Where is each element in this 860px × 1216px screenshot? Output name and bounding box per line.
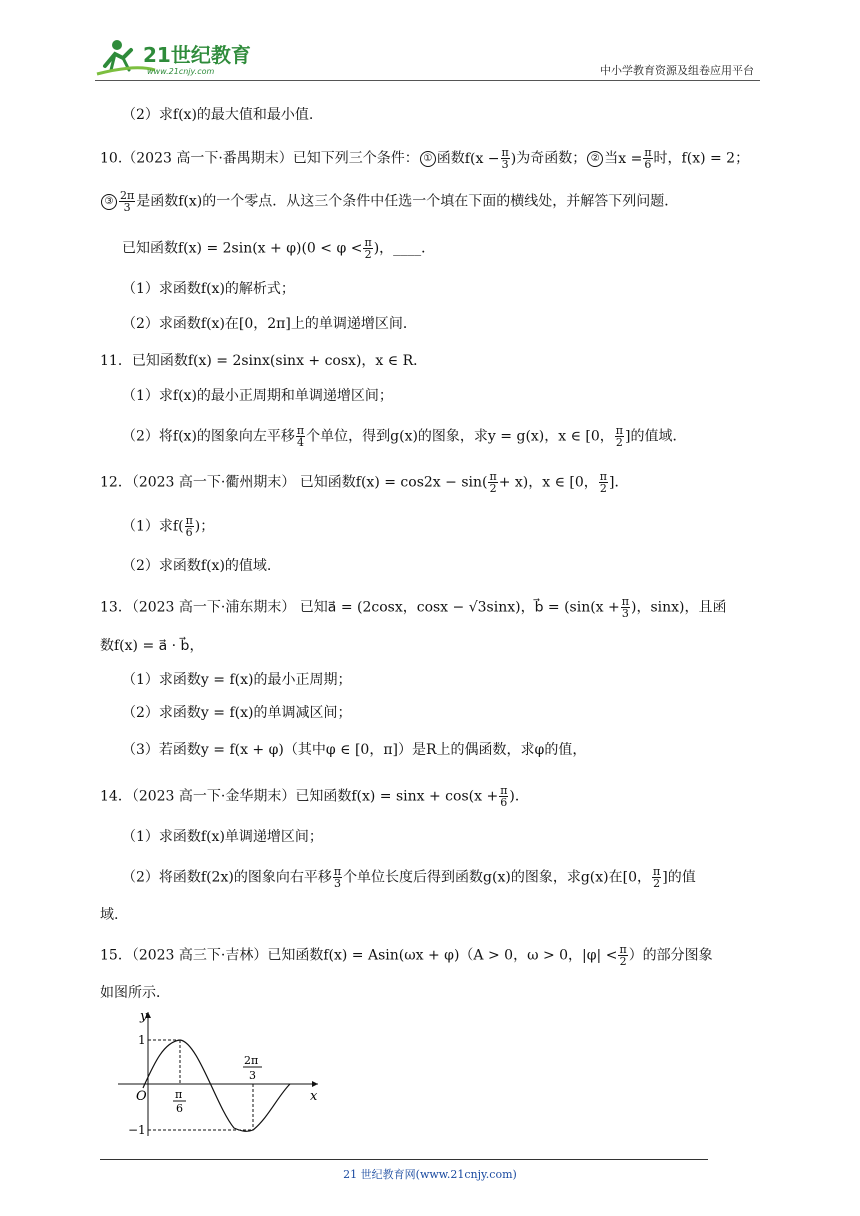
q13-text: )，sinx)，且函 [631, 599, 727, 616]
y-tick-1: 1 [138, 1033, 146, 1047]
x-tick-2pi3-num: 2π [244, 1054, 259, 1067]
q15-text: ）的部分图象 [628, 947, 713, 964]
circle-1: ① [420, 151, 436, 167]
x-tick-pi6-num: π [175, 1088, 183, 1101]
q12-text: ]． [609, 474, 629, 491]
q14-text: 14．（2023 高一下·金华期末）已知函数f(x) = sinx + cos(x + [100, 788, 499, 805]
q10-part1: （1）求函数f(x)的解析式； [122, 281, 295, 297]
origin-label: O [136, 1089, 147, 1104]
q15-text: 15．（2023 高三下·吉林）已知函数f(x) = Asin(ωx + φ)（A > 0，ω > 0，|φ| < [100, 947, 618, 964]
header-divider [95, 80, 760, 81]
q15-stem-line1: 15．（2023 高三下·吉林）已知函数f(x) = Asin(ωx + φ)（A > 0，ω > 0，|φ| < $\frac{\pi}{2}$ ）的部分图象 [100, 943, 713, 968]
q10-blank: )，____． [373, 240, 436, 257]
q10-given: 已知函数f(x) = 2sin(x + φ)(0 < φ < $\frac{\pi}{2}$ )，____． [122, 236, 436, 261]
q10-text: 时，f(x) = 2； [653, 150, 750, 167]
q14-part1: （1）求函数f(x)单调递增区间； [122, 829, 323, 845]
q10-text: 是函数f(x)的一个零点．从这三个条件中任选一个填在下面的横线处，并解答下列问题． [136, 193, 679, 210]
q13-part2: （2）求函数y = f(x)的单调减区间； [122, 705, 352, 721]
q10-stem-line2 [100, 190, 678, 213]
q11-part1: （1）求f(x)的最小正周期和单调递增区间； [122, 388, 393, 404]
q11-text: ]的值域． [625, 428, 687, 445]
y-tick-neg1: −1 [128, 1123, 146, 1137]
x-tick-2pi3-den: 3 [249, 1069, 256, 1082]
circle-2: ② [587, 151, 603, 167]
q12-stem: 12．（2023 高一下·衢州期末） 已知函数f(x) = cos2x − sin( $\frac{\pi}{2}$ + x)，x ∈ [0， $\frac{\pi}{2}$ ]． [100, 470, 629, 495]
q11-text: （2）将f(x)的图象向左平移 [122, 428, 295, 445]
logo-url: www.21cnjy.com [147, 67, 215, 76]
x-tick-pi6-den: 6 [176, 1102, 183, 1115]
q13-stem-line2: 数f(x) = a⃗ · b⃗， [100, 638, 204, 654]
q10-cond1: f(x − $\frac{\pi}{3}$ ) [464, 146, 517, 171]
q11-part2: （2）将f(x)的图象向左平移 $\frac{\pi}{4}$ 个单位，得到g(x)的图象，求y = g(x)，x ∈ [0， $\frac{\pi}{2}$ ]的值域． [122, 424, 687, 449]
q15-stem-line2: 如图所示． [100, 985, 170, 1001]
header-platform-text: 中小学教育资源及组卷应用平台 [600, 64, 754, 77]
q10-function: 已知函数f(x) = 2sin(x + φ)(0 < φ < [122, 240, 363, 257]
q12-text: 12．（2023 高一下·衢州期末） 已知函数f(x) = cos2x − sin( [100, 474, 488, 491]
q14-part2-line2: 域. [100, 907, 119, 923]
footer-text: 21 世纪教育网(www.21cnjy.com) [343, 1168, 517, 1181]
q10-text: 为奇函数； [516, 150, 587, 167]
q12-text: + x)，x ∈ [0， [498, 474, 598, 491]
circle-3: ③ [101, 194, 117, 210]
q14-text: ]的值 [662, 869, 696, 886]
site-logo [95, 36, 265, 78]
q12-text: )； [194, 518, 215, 535]
q14-stem: 14．（2023 高一下·金华期末）已知函数f(x) = sinx + cos(x + $\frac{\pi}{6}$ )． [100, 784, 529, 809]
q11-stem: 11．已知函数f(x) = 2sinx(sinx + cosx)，x ∈ R． [100, 353, 428, 369]
q12-text: （1）求f( [122, 518, 184, 535]
q10-text: 当 [604, 150, 619, 167]
q14-part2: （2）将函数f(2x)的图象向右平移 $\frac{\pi}{3}$ 个单位长度后得到函数g(x)的图象，求g(x)在[0， $\frac{\pi}{2}$ ]的值 [122, 865, 696, 890]
q14-text: （2）将函数f(2x)的图象向右平移 [122, 869, 332, 886]
q12-part2: （2）求函数f(x)的值域. [122, 558, 272, 574]
q10-text: 函数 [436, 150, 465, 167]
q9-part2: （2）求f(x)的最大值和最小值. [122, 107, 314, 123]
q10-source: 10.（2023 高一下·番禺期末）已知下列三个条件： [100, 150, 419, 167]
q13-part1: （1）求函数y = f(x)的最小正周期； [122, 672, 352, 688]
q13-part3: （3）若函数y = f(x + φ)（其中φ ∈ [0，π]）是R上的偶函数，求φ的值， [122, 742, 587, 758]
sine-curve [143, 1040, 290, 1131]
q10-stem-line1 [100, 147, 749, 170]
q14-text: 个单位长度后得到函数g(x)的图象，求g(x)在[0， [343, 869, 651, 886]
sine-graph-figure [118, 1006, 328, 1140]
q13-stem-line1: 13．（2023 高一下·浦东期末） 已知a⃗ = (2cosx，cosx − √3sinx)，b⃗ = (sin(x + $\frac{\pi}{3}$ )，sinx)，且函 [100, 595, 727, 620]
q12-part1: （1）求f( $\frac{\pi}{6}$ )； [122, 514, 215, 539]
q13-text: 13．（2023 高一下·浦东期末） 已知a⃗ = (2cosx，cosx − √3sinx)，b⃗ = (sin(x + [100, 599, 620, 616]
logo-title: 21世纪教育 [143, 43, 251, 67]
footer-divider [100, 1159, 708, 1160]
y-axis-label: y [140, 1009, 148, 1024]
q10-cond3-frac: $\frac{2\pi}{3}$ [120, 189, 135, 214]
q10-cond2: x = $\frac{\pi}{6}$ [618, 146, 652, 171]
q14-text: )． [509, 788, 529, 805]
q10-part2: （2）求函数f(x)在[0，2π]上的单调递增区间． [122, 316, 417, 332]
q11-text: 个单位，得到g(x)的图象，求y = g(x)，x ∈ [0， [306, 428, 614, 445]
x-axis-label: x [310, 1089, 318, 1104]
